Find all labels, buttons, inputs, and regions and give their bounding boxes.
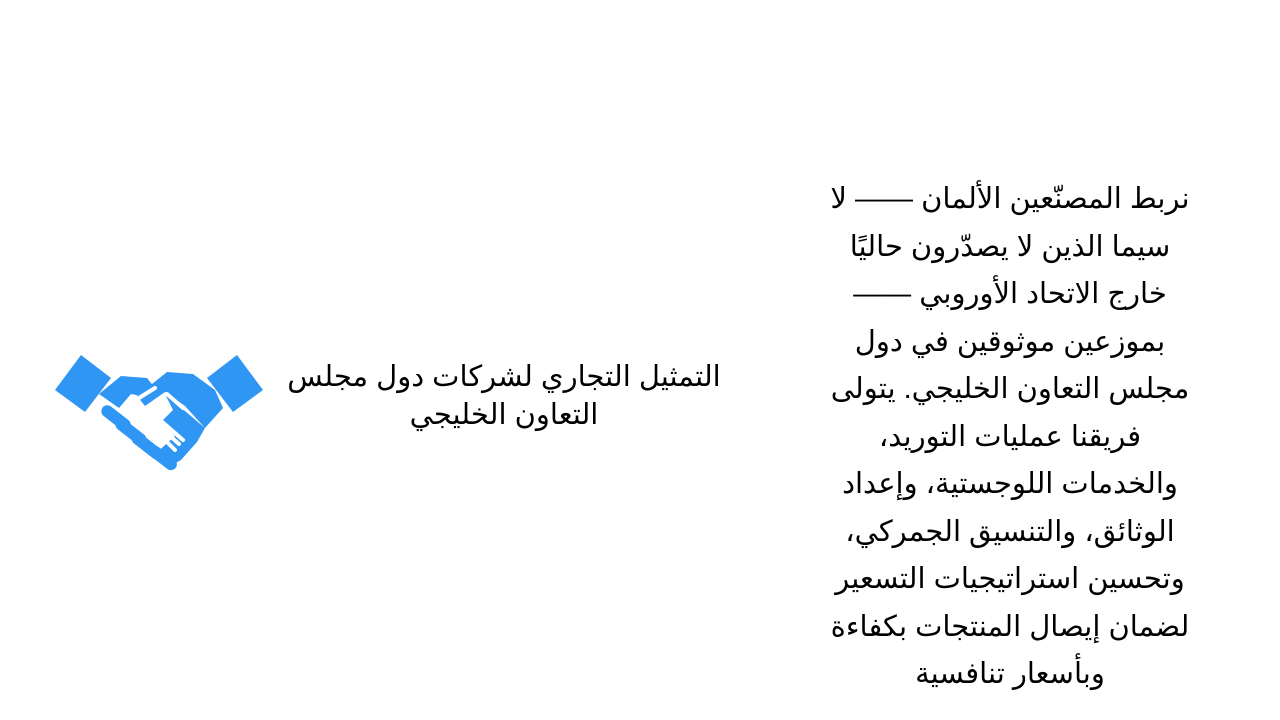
- body-line: والخدمات اللوجستية، وإعداد: [842, 468, 1178, 500]
- handshake-icon: [55, 350, 263, 482]
- body-line: فريقنا عمليات التوريد،: [878, 420, 1142, 453]
- body-line: خارج الاتحاد الأوروبي ——: [853, 278, 1167, 310]
- body-line: وبأسعار تنافسية: [915, 658, 1105, 690]
- body-line: نربط المصنّعين الألمان —— لا: [830, 183, 1190, 215]
- body-line: لضمان إيصال المنتجات بكفاءة: [830, 610, 1190, 643]
- body-line: بموزعين موثوقين في دول: [854, 325, 1166, 358]
- body-line: وتحسين استراتيجيات التسعير: [835, 563, 1185, 595]
- slide-body-text: [818, 176, 1202, 699]
- slide-heading: التمثيل التجاري لشركات دول مجلس التعاون الخليجي: [287, 361, 721, 431]
- body-line: سيما الذين لا يصدّرون حاليًا: [849, 230, 1171, 263]
- body-line: الوثائق، والتنسيق الجمركي،: [845, 515, 1175, 548]
- body-line: مجلس التعاون الخليجي. يتولى: [830, 373, 1190, 405]
